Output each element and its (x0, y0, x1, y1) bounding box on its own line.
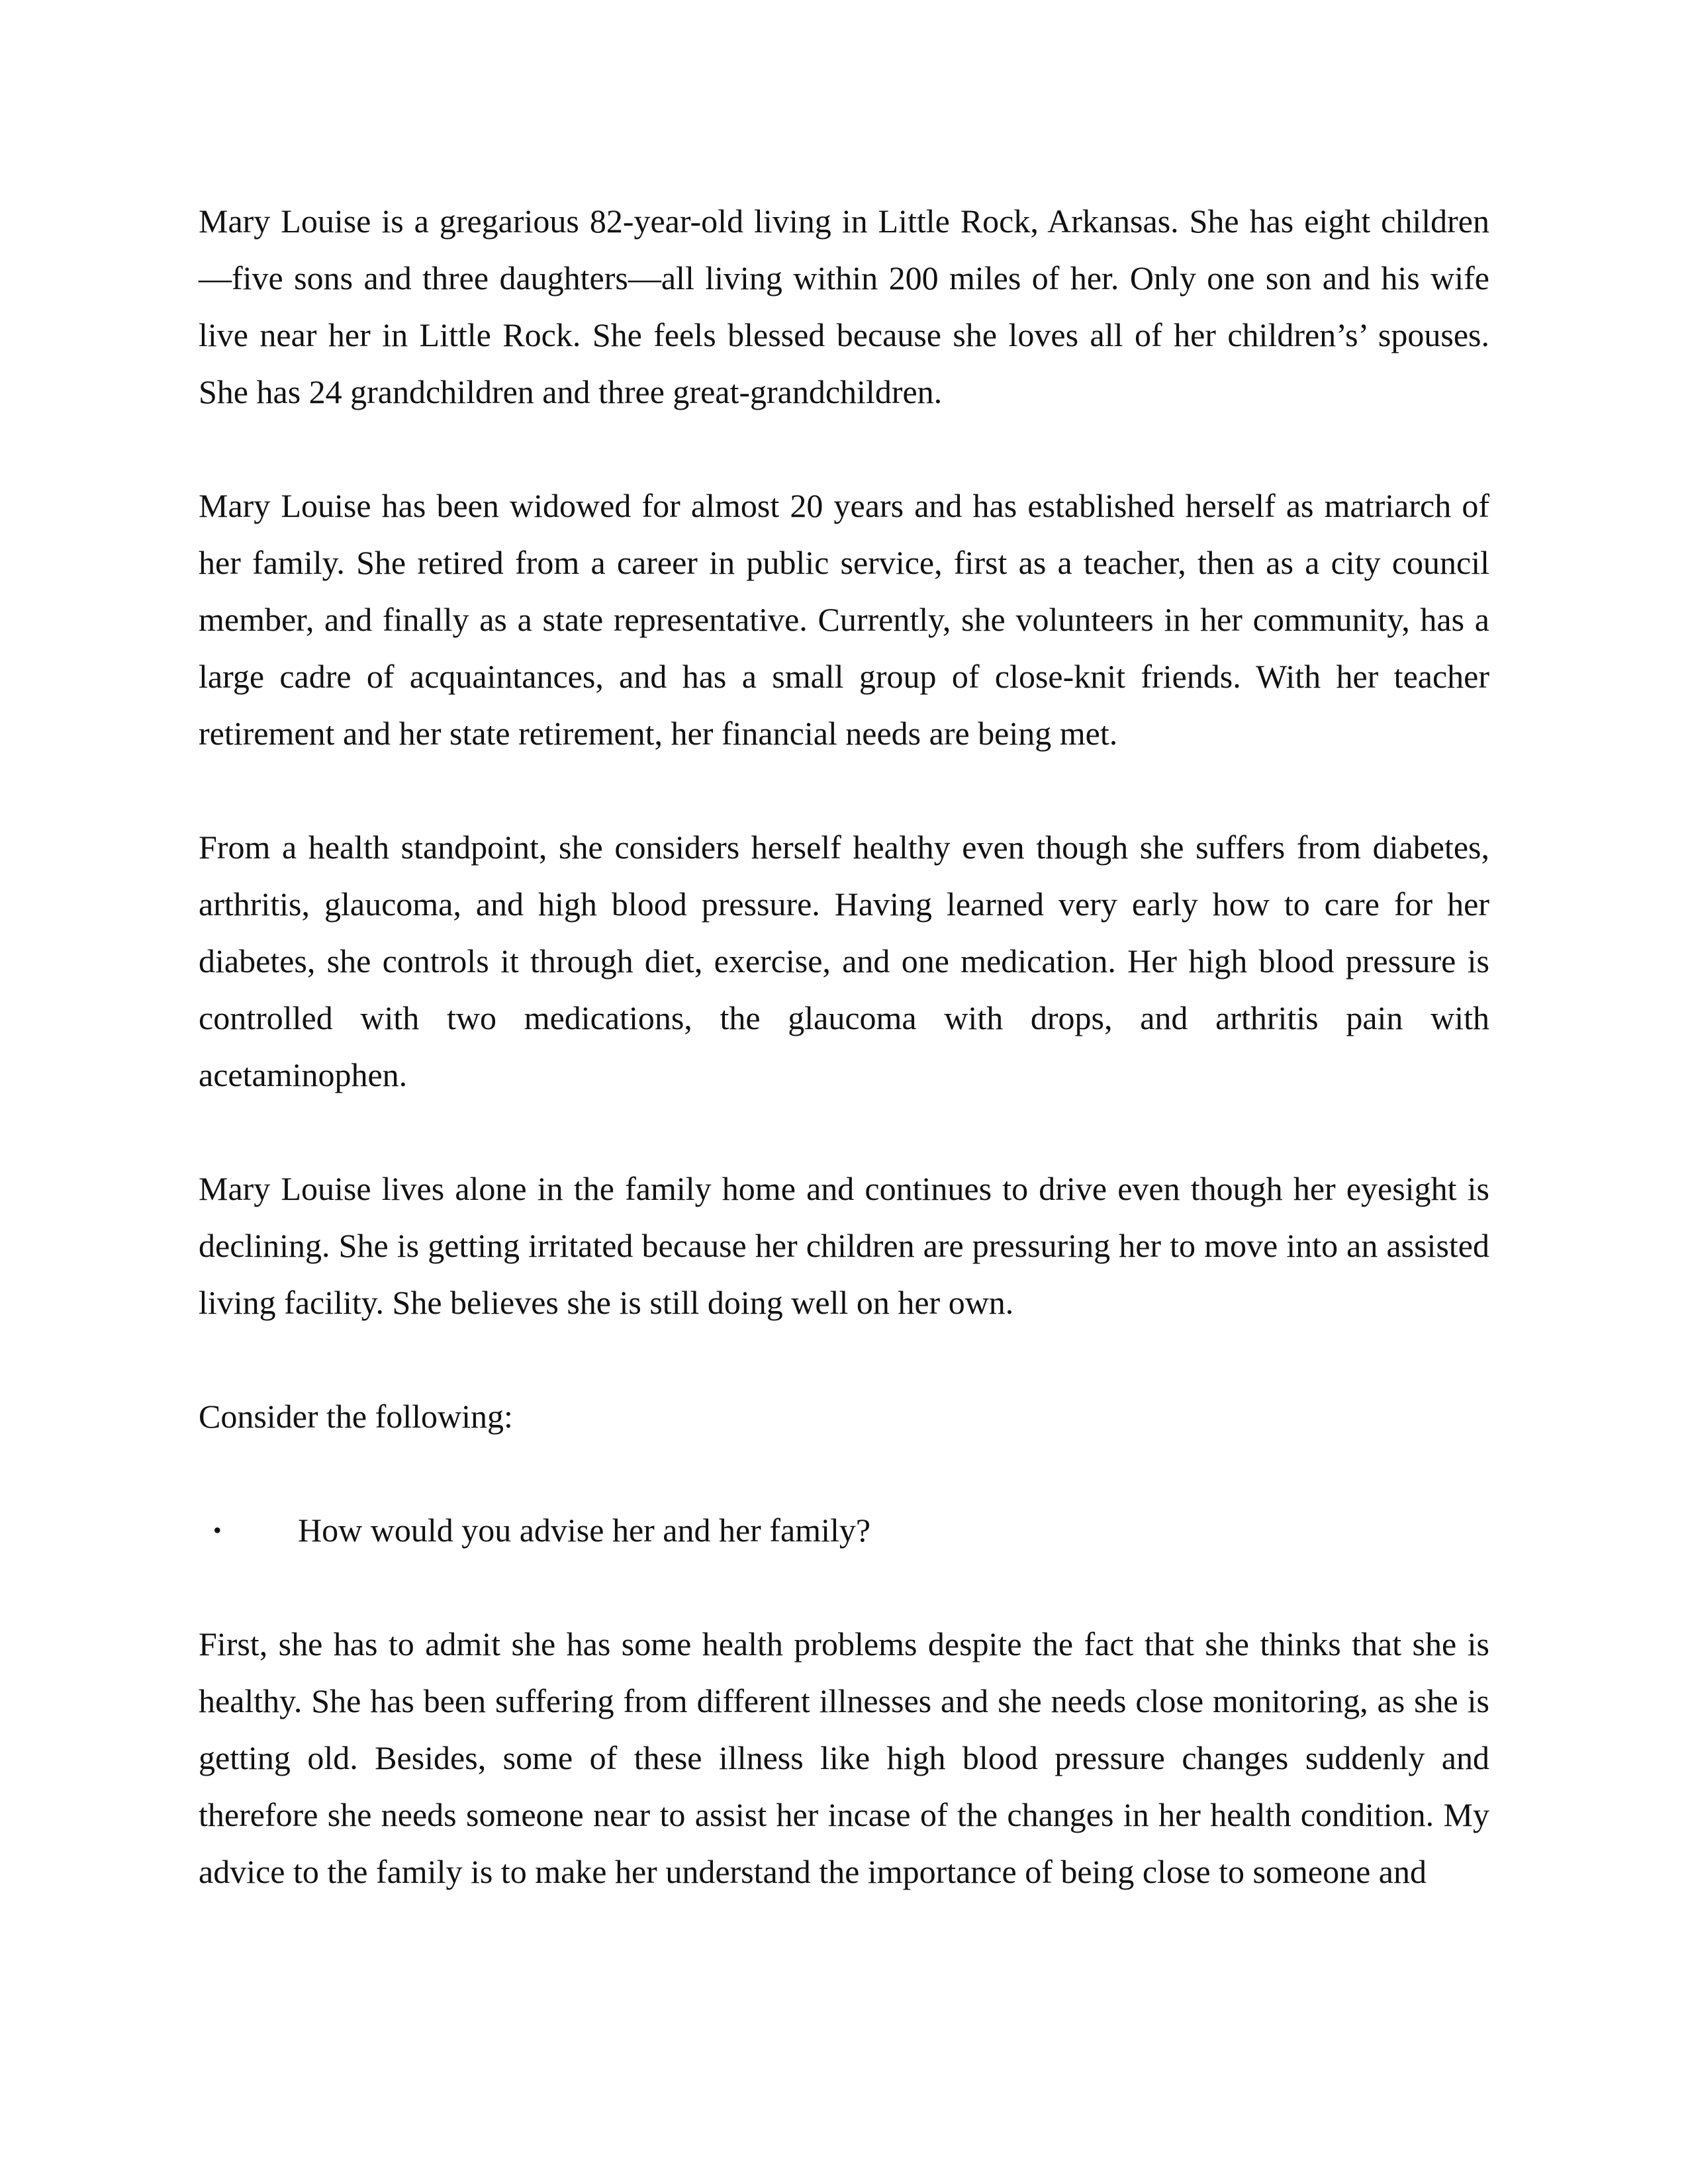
paragraph-background: Mary Louise has been widowed for almost 20 years and has established herself as matriarch of her family. She retired from a career in public service, first as a teacher, then as a city council member, and finally as a state representative. Currently, she volunteers in her community, has a large cadre of acquaintances, and has a small group of close-knit friends. With her teacher retirement and her state retirement, her financial needs are being met. (199, 487, 1489, 752)
list-item (199, 1502, 1489, 1559)
paragraph-answer: First, she has to admit she has some health problems despite the fact that she thinks that she is healthy. She has been suffering from different illnesses and she needs close monitoring, as she is getting old. Besides, some of these illness like high blood pressure changes suddenly and therefore she needs someone near to assist her incase of the changes in her health condition. My advice to the family is to make her understand the importance of being close to someone and (199, 1625, 1489, 1890)
document-body (199, 193, 1489, 1900)
paragraph-health: From a health standpoint, she considers herself healthy even though she suffers from diabetes, arthritis, glaucoma, and high blood pressure. Having learned very early how to care for her diabetes, she controls it through diet, exercise, and one medication. Her high blood pressure is controlled with two medications, the glaucoma with drops, and arthritis pain with acetaminophen. (199, 829, 1489, 1093)
question-list (199, 1502, 1489, 1559)
paragraph-consider: Consider the following: (199, 1398, 513, 1435)
paragraph-family: Mary Louise is a gregarious 82-year-old living in Little Rock, Arkansas. She has eight children —five sons and three daughters—all living within 200 miles of her. Only one son and his wife live near her in Little Rock. She feels blessed because she loves all of her children’s’ spouses. She has 24 grandchildren and three great-grandchildren. (199, 203, 1489, 410)
question-text: How would you advise her and her family? (298, 1512, 871, 1549)
paragraph-living-situation: Mary Louise lives alone in the family home and continues to drive even though her eyesight is declining. She is getting irritated because her children are pressuring her to move into an assisted living facility. She believes she is still doing well on her own. (199, 1170, 1489, 1321)
bullet-icon: • (213, 1517, 222, 1543)
